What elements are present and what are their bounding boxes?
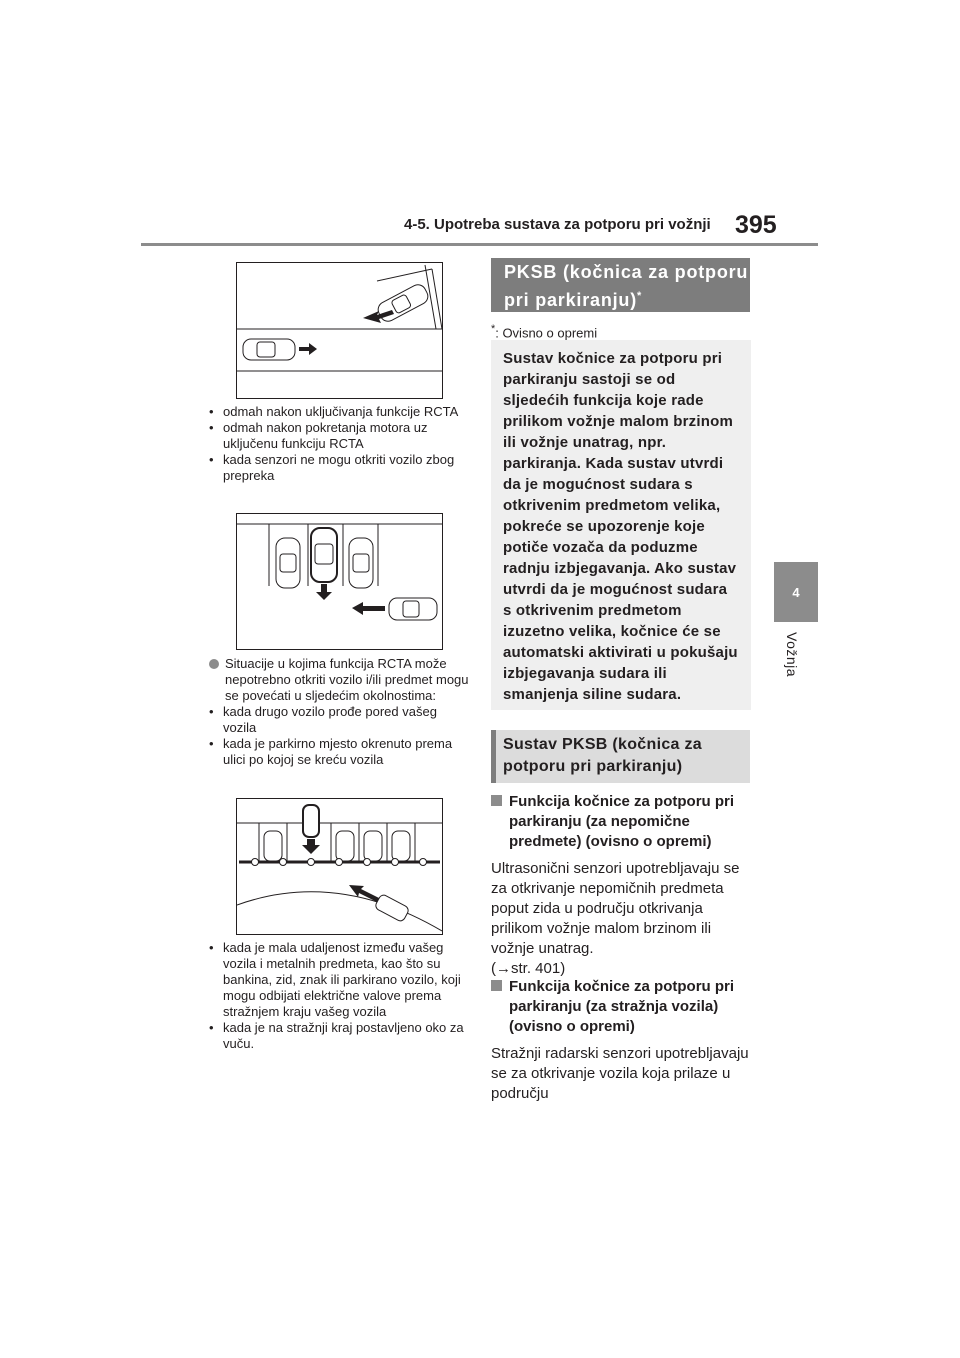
figure-rcta-metal-objects xyxy=(236,798,443,935)
heading-bar xyxy=(491,730,496,783)
parked-car-icon xyxy=(392,831,410,861)
list-item: • kada senzori ne mogu otkriti vozilo zbog prepreka xyxy=(209,452,455,483)
header-rule xyxy=(141,243,818,246)
list-item: • kada je parkirno mjesto okrenuto prema ulici po kojoj se kreću vozila xyxy=(209,736,453,767)
parked-car-icon xyxy=(264,831,282,861)
bullet-list-1 xyxy=(209,404,469,484)
item-text: Stražnji radarski senzori upotrebljavaju se za otkrivanje vozila koja prilaze u području xyxy=(491,1045,749,1102)
approaching-car-icon xyxy=(389,598,437,620)
item-title: Funkcija kočnice za potporu pri parkiranju (za nepomične predmete) (ovisno o opremi) xyxy=(491,792,751,852)
parked-car-icon xyxy=(349,538,373,588)
arrow-left-icon xyxy=(352,602,385,615)
list-item: • kada drugo vozilo prođe pored vašeg vozila xyxy=(209,704,437,735)
list-item: Situacije u kojima funkcija RCTA može nepotrebno otkriti vozilo i/ili predmet mogu se povećati u sljedećim okolnostima: xyxy=(209,656,469,704)
approaching-car-icon xyxy=(243,339,295,360)
item-text: Ultrasonični senzori upotrebljavaju se za otkrivanje nepomičnih predmeta poput zida u području otkrivanja prilikom vožnje malom brzinom ili vožnje unatrag. xyxy=(491,860,740,957)
parked-car-icon xyxy=(336,831,354,861)
reversing-car-icon xyxy=(311,528,337,582)
bullet-list-3 xyxy=(209,940,469,1052)
list-item: • kada je na stražnji kraj postavljeno oko za vuču. xyxy=(209,1020,464,1051)
function-item-2 xyxy=(491,977,751,1104)
footnote: *: Ovisno o opremi xyxy=(491,323,598,341)
detection-situations xyxy=(209,656,469,768)
parked-car-icon xyxy=(276,538,300,588)
square-bullet-icon xyxy=(491,795,502,806)
figure-rcta-backing-out xyxy=(236,262,443,399)
subsection-heading: Sustav PKSB (kočnica za potporu pri parkiranju) xyxy=(491,730,750,783)
list-item: • kada je mala udaljenost između vašeg vozila i metalnih predmeta, kao što su bankina, zid, znak ili parkirano vozilo, koji mogu odbijati električne valove prema stražnjem kraju vašeg vozila xyxy=(209,940,461,1019)
chapter-label: Vožnja xyxy=(784,632,800,678)
reversing-car-icon xyxy=(303,805,319,837)
function-item-1 xyxy=(491,792,751,979)
section-title: 4-5. Upotreba sustava za potporu pri vožnji xyxy=(404,216,711,233)
intro-box: Sustav kočnice za potporu pri parkiranju sastoji se od sljedećih funkcija koje rade prilikom vožnje malom brzinom ili vožnje unatrag, npr. parkiranja. Kada sustav utvrdi da je mogućnost sudara s otkrivenim predmetom velika, pokreće se upozorenje koje potiče vozača da poduzme radnju izbjegavanja. Ako sustav utvrdi da je mogućnost sudara s otkrivenim predmetom izuzetno velika, kočnice će se automatski aktivirati u pokušaju izbjegavanja sudara ili smanjenja siline sudara. xyxy=(491,340,751,710)
arrow-icon xyxy=(349,885,379,902)
approaching-car-icon xyxy=(374,893,410,922)
list-item: • odmah nakon pokretanja motora uz uključenu funkciju RCTA xyxy=(209,420,428,451)
chapter-tab[interactable]: 4 xyxy=(774,562,818,622)
page-number: 395 xyxy=(735,211,777,239)
arrow-down-icon xyxy=(316,584,332,600)
list-item: • odmah nakon uključivanja funkcije RCTA xyxy=(209,404,459,419)
circle-bullet-icon xyxy=(209,659,219,669)
item-title: Funkcija kočnice za potporu pri parkiranju (za stražnja vozila) (ovisno o opremi) xyxy=(491,977,751,1037)
reversing-car-icon xyxy=(375,282,430,324)
parked-car-icon xyxy=(364,831,382,861)
square-bullet-icon xyxy=(491,980,502,991)
section-heading-pksb: PKSB (kočnica za potporu pri parkiranju)* xyxy=(491,258,750,312)
figure-rcta-parking-row xyxy=(236,513,443,650)
arrow-icon xyxy=(299,343,317,355)
arrow-down-icon xyxy=(302,839,320,854)
page-reference-link[interactable]: (→str. 401) xyxy=(491,960,566,977)
